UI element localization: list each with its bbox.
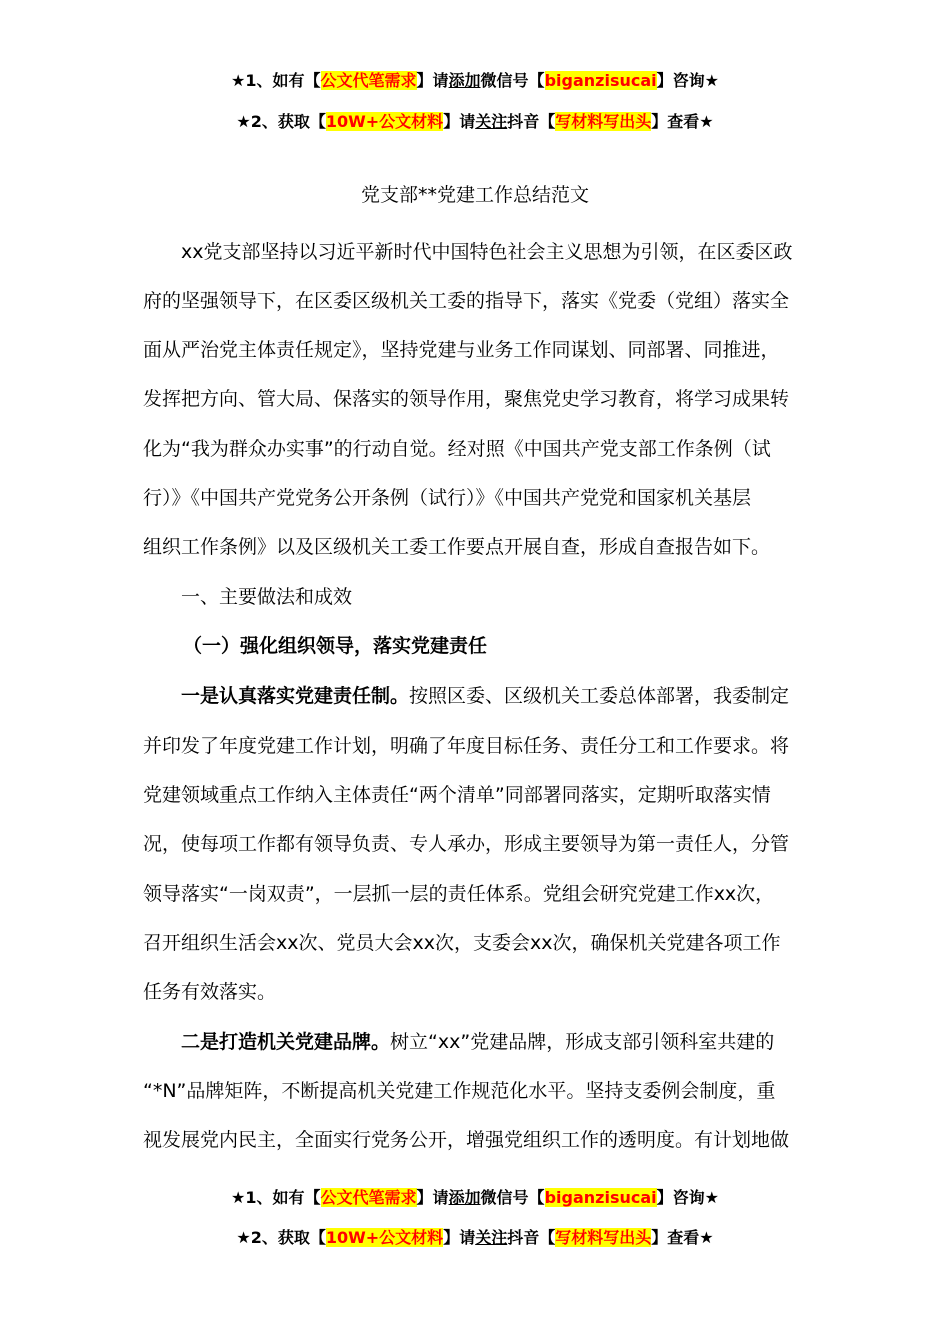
paragraph-line: 视发展党内民主，全面实行党务公开，增强党组织工作的透明度。有计划地做 <box>143 1129 790 1151</box>
promo-underline: 关注 <box>475 112 508 131</box>
paragraph-line: 召开组织生活会xx次、党员大会xx次，支委会xx次，确保机关党建各项工作 <box>143 932 781 954</box>
paragraph-text: 树立“xx”党建品牌，形成支部引领科室共建的 <box>390 1031 775 1053</box>
promo-highlight: 写材料写出头 <box>555 1228 652 1247</box>
promo-line-2 <box>0 1227 950 1249</box>
promo-text: ★1、如有【 <box>231 1188 321 1207</box>
intro-line: 面从严治党主体责任规定》，坚持党建与业务工作同谋划、同部署、同推进， <box>143 339 780 361</box>
promo-highlight: 公文代笔需求 <box>320 71 417 90</box>
paragraph-line <box>181 1028 841 1056</box>
intro-line: 行）》《中国共产党党务公开条例（试行）》《中国共产党党和国家机关基层 <box>143 487 752 509</box>
paragraph-line: 任务有效落实。 <box>143 981 277 1003</box>
promo-highlight: 10W+公文材料 <box>325 112 444 131</box>
promo-text: 】咨询★ <box>656 1188 719 1207</box>
promo-text: 】咨询★ <box>656 71 719 90</box>
paragraph-line: 况，使每项工作都有领导负责、专人承办，形成主要领导为第一责任人，分管 <box>143 833 790 855</box>
promo-line-1 <box>0 1187 950 1209</box>
paragraph-text: 按照区委、区级机关工委总体部署，我委制定 <box>409 685 790 707</box>
paragraph-line: “*N”品牌矩阵，不断提高机关党建工作规范化水平。坚持支委例会制度，重 <box>143 1080 776 1102</box>
paragraph-line: 领导落实“一岗双责”，一层抓一层的责任体系。党组会研究党建工作xx次， <box>143 883 775 905</box>
promo-text: 】请 <box>443 112 476 131</box>
promo-text: 】查看★ <box>651 112 714 131</box>
document-title: 党支部**党建工作总结范文 <box>360 184 589 206</box>
intro-line: xx党支部坚持以习近平新时代中国特色社会主义思想为引领，在区委区政 <box>181 241 793 263</box>
promo-text: 】请 <box>416 71 449 90</box>
promo-text: ★1、如有【 <box>231 71 321 90</box>
paragraph-line <box>181 682 841 710</box>
promo-underline: 添加 <box>448 71 481 90</box>
intro-line: 化为“我为群众办实事”的行动自觉。经对照《中国共产党支部工作条例（试 <box>143 438 771 460</box>
promo-highlight: biganzisucai <box>544 71 657 90</box>
subsection-heading: （一）强化组织领导，落实党建责任 <box>183 635 488 657</box>
intro-line: 发挥把方向、管大局、保落实的领导作用，聚焦党史学习教育，将学习成果转 <box>143 388 790 410</box>
promo-underline: 关注 <box>475 1228 508 1247</box>
promo-text: 】请 <box>443 1228 476 1247</box>
promo-text: 抖音【 <box>507 1228 556 1247</box>
promo-highlight: 写材料写出头 <box>555 112 652 131</box>
promo-text: 】请 <box>416 1188 449 1207</box>
promo-text: 抖音【 <box>507 112 556 131</box>
paragraph-line: 并印发了年度党建工作计划，明确了年度目标任务、责任分工和工作要求。将 <box>143 735 790 757</box>
promo-text: 】查看★ <box>651 1228 714 1247</box>
promo-text: 微信号【 <box>480 71 545 90</box>
promo-highlight: biganzisucai <box>544 1188 657 1207</box>
promo-highlight: 10W+公文材料 <box>325 1228 444 1247</box>
intro-line: 组织工作条例》以及区级机关工委工作要点开展自查，形成自查报告如下。 <box>143 536 771 558</box>
promo-text: ★2、获取【 <box>236 112 326 131</box>
intro-line: 府的坚强领导下，在区委区级机关工委的指导下，落实《党委（党组）落实全 <box>143 290 790 312</box>
promo-line-2 <box>0 111 950 133</box>
promo-text: 微信号【 <box>480 1188 545 1207</box>
promo-underline: 添加 <box>448 1188 481 1207</box>
promo-text: ★2、获取【 <box>236 1228 326 1247</box>
promo-highlight: 公文代笔需求 <box>320 1188 417 1207</box>
paragraph-lead: 二是打造机关党建品牌。 <box>181 1031 391 1053</box>
paragraph-line: 党建领域重点工作纳入主体责任“两个清单”同部署同落实，定期听取落实情 <box>143 784 771 806</box>
section-heading: 一、主要做法和成效 <box>181 586 353 608</box>
paragraph-lead: 一是认真落实党建责任制。 <box>181 685 410 707</box>
promo-line-1 <box>0 70 950 92</box>
